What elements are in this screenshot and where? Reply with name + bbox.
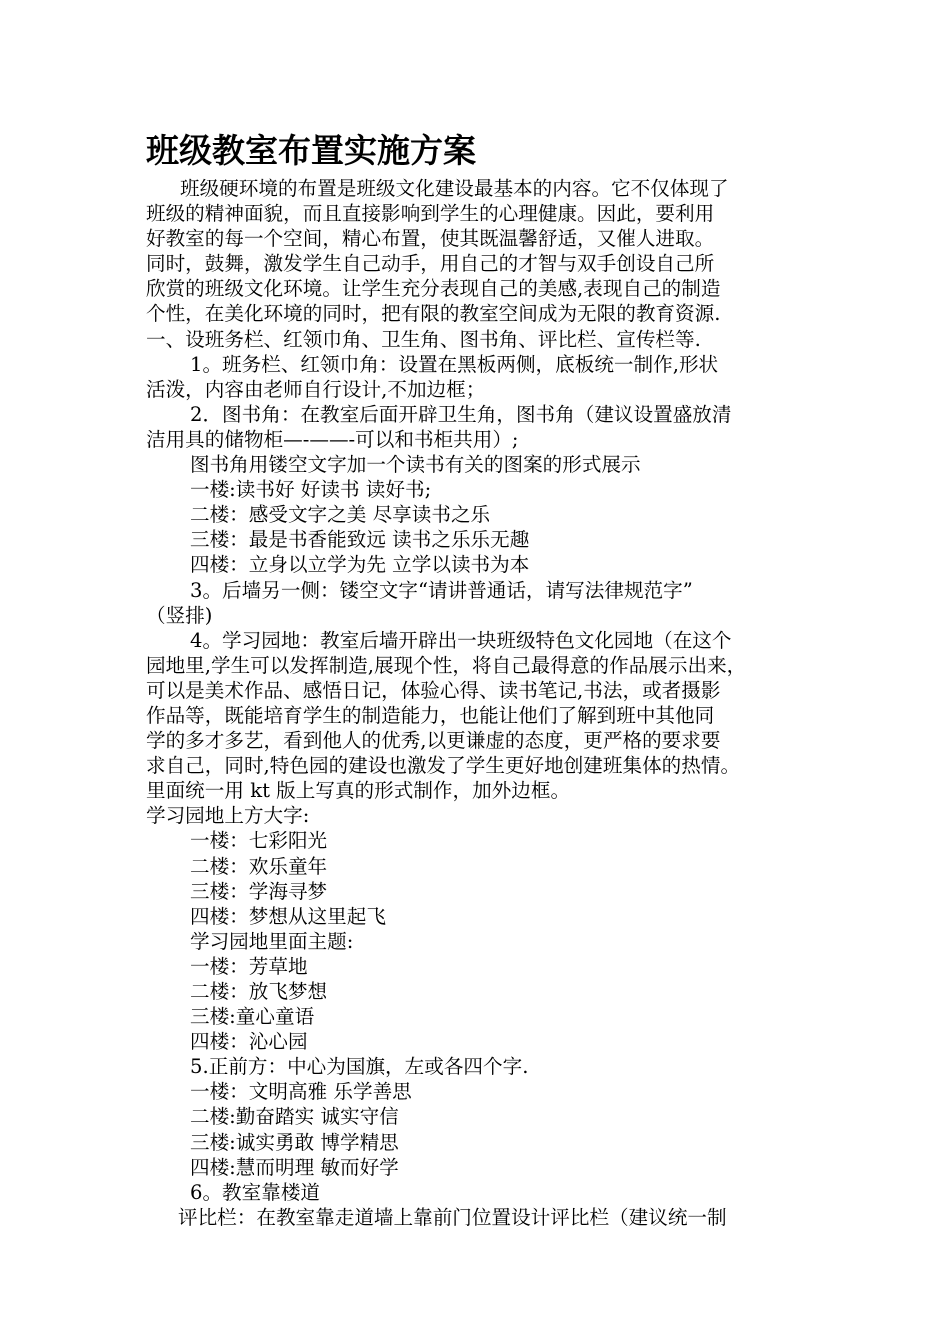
text-line: 一楼：芳草地 bbox=[190, 954, 308, 978]
text-line: 一楼：文明高雅 乐学善思 bbox=[190, 1080, 412, 1104]
text-line: 可以是美术作品、感悟日记，体验心得、读书笔记,书法，或者摄影 bbox=[146, 678, 721, 702]
text-line: 洁用具的储物柜—-——-可以和书柜共用）; bbox=[146, 427, 519, 451]
text-line: 一、设班务栏、红领巾角、卫生角、图书角、评比栏、宣传栏等. bbox=[146, 327, 701, 351]
text-line: 作品等，既能培育学生的制造能力，也能让他们了解到班中其他同 bbox=[146, 703, 715, 727]
text-line: 5.正前方：中心为国旗，左或各四个字. bbox=[190, 1055, 529, 1079]
text-line: 三楼:诚实勇敢 博学精思 bbox=[190, 1130, 399, 1154]
text-line: 6。教室靠楼道 bbox=[190, 1180, 321, 1204]
text-line: 班级的精神面貌，而且直接影响到学生的心理健康。因此，要利用 bbox=[146, 202, 715, 226]
text-line: 四楼:慧而明理 敏而好学 bbox=[190, 1155, 399, 1179]
text-line: 2．图书角：在教室后面开辟卫生角，图书角（建议设置盛放清 bbox=[190, 402, 732, 426]
text-line: 欣赏的班级文化环境。让学生充分表现自己的美感,表现自己的制造 bbox=[146, 277, 721, 301]
document-body bbox=[146, 176, 816, 1230]
text-line: 四楼：沁心园 bbox=[190, 1030, 308, 1054]
text-line: 三楼：最是书香能致远 读书之乐乐无趣 bbox=[190, 528, 530, 552]
text-line: 园地里,学生可以发挥制造,展现个性，将自己最得意的作品展示出来， bbox=[146, 653, 747, 677]
text-line: 1。班务栏、红领巾角：设置在黑板两侧，底板统一制作,形状 bbox=[190, 352, 719, 376]
text-line: 学的多才多艺，看到他人的优秀,以更谦虚的态度，更严格的要求要 bbox=[146, 729, 721, 753]
text-line: 学习园地里面主题: bbox=[190, 929, 354, 953]
text-line: 班级硬环境的布置是班级文化建设最基本的内容。它不仅体现了 bbox=[180, 177, 729, 200]
text-line: 四楼：立身以立学为先 立学以读书为本 bbox=[190, 553, 530, 577]
text-line: 三楼:童心童语 bbox=[190, 1005, 315, 1029]
text-line: 四楼：梦想从这里起飞 bbox=[190, 904, 386, 928]
text-line: 里面统一用 kt 版上写真的形式制作，加外边框。 bbox=[146, 779, 571, 803]
text-line: 二楼:勤奋踏实 诚实守信 bbox=[190, 1105, 399, 1129]
text-line: 活泼，内容由老师自行设计,不加边框； bbox=[146, 377, 486, 401]
text-line: 二楼：欢乐童年 bbox=[190, 854, 328, 878]
text-line: 二楼：感受文字之美 尽享读书之乐 bbox=[190, 503, 491, 527]
text-line: 同时，鼓舞，激发学生自己动手，用自己的才智与双手创设自己所 bbox=[146, 252, 715, 276]
text-line: 图书角用镂空文字加一个读书有关的图案的形式展示 bbox=[190, 453, 641, 477]
text-line: 学习园地上方大字: bbox=[146, 804, 310, 828]
text-line: 一楼：七彩阳光 bbox=[190, 829, 328, 853]
text-line: 4。学习园地：教室后墙开辟出一块班级特色文化园地（在这个 bbox=[190, 628, 732, 652]
text-line: 求自己，同时,特色园的建设也激发了学生更好地创建班集体的热情。 bbox=[146, 754, 741, 778]
text-line: 三楼：学海寻梦 bbox=[190, 879, 328, 903]
text-line: 一楼:读书好 好读书 读好书; bbox=[190, 478, 432, 502]
text-line: 3。后墙另一侧：镂空文字“请讲普通话，请写法律规范字” bbox=[190, 578, 693, 602]
text-line: 好教室的每一个空间，精心布置，使其既温馨舒适，又催人进取。 bbox=[146, 227, 715, 251]
text-line: （竖排) bbox=[146, 603, 213, 627]
text-line: 个性，在美化环境的同时，把有限的教室空间成为无限的教育资源. bbox=[146, 302, 721, 326]
text-line: 二楼：放飞梦想 bbox=[190, 980, 328, 1003]
text-line: 评比栏：在教室靠走道墙上靠前门位置设计评比栏（建议统一制 bbox=[178, 1205, 727, 1229]
document-title: 班级教室布置实施方案 bbox=[146, 131, 476, 170]
